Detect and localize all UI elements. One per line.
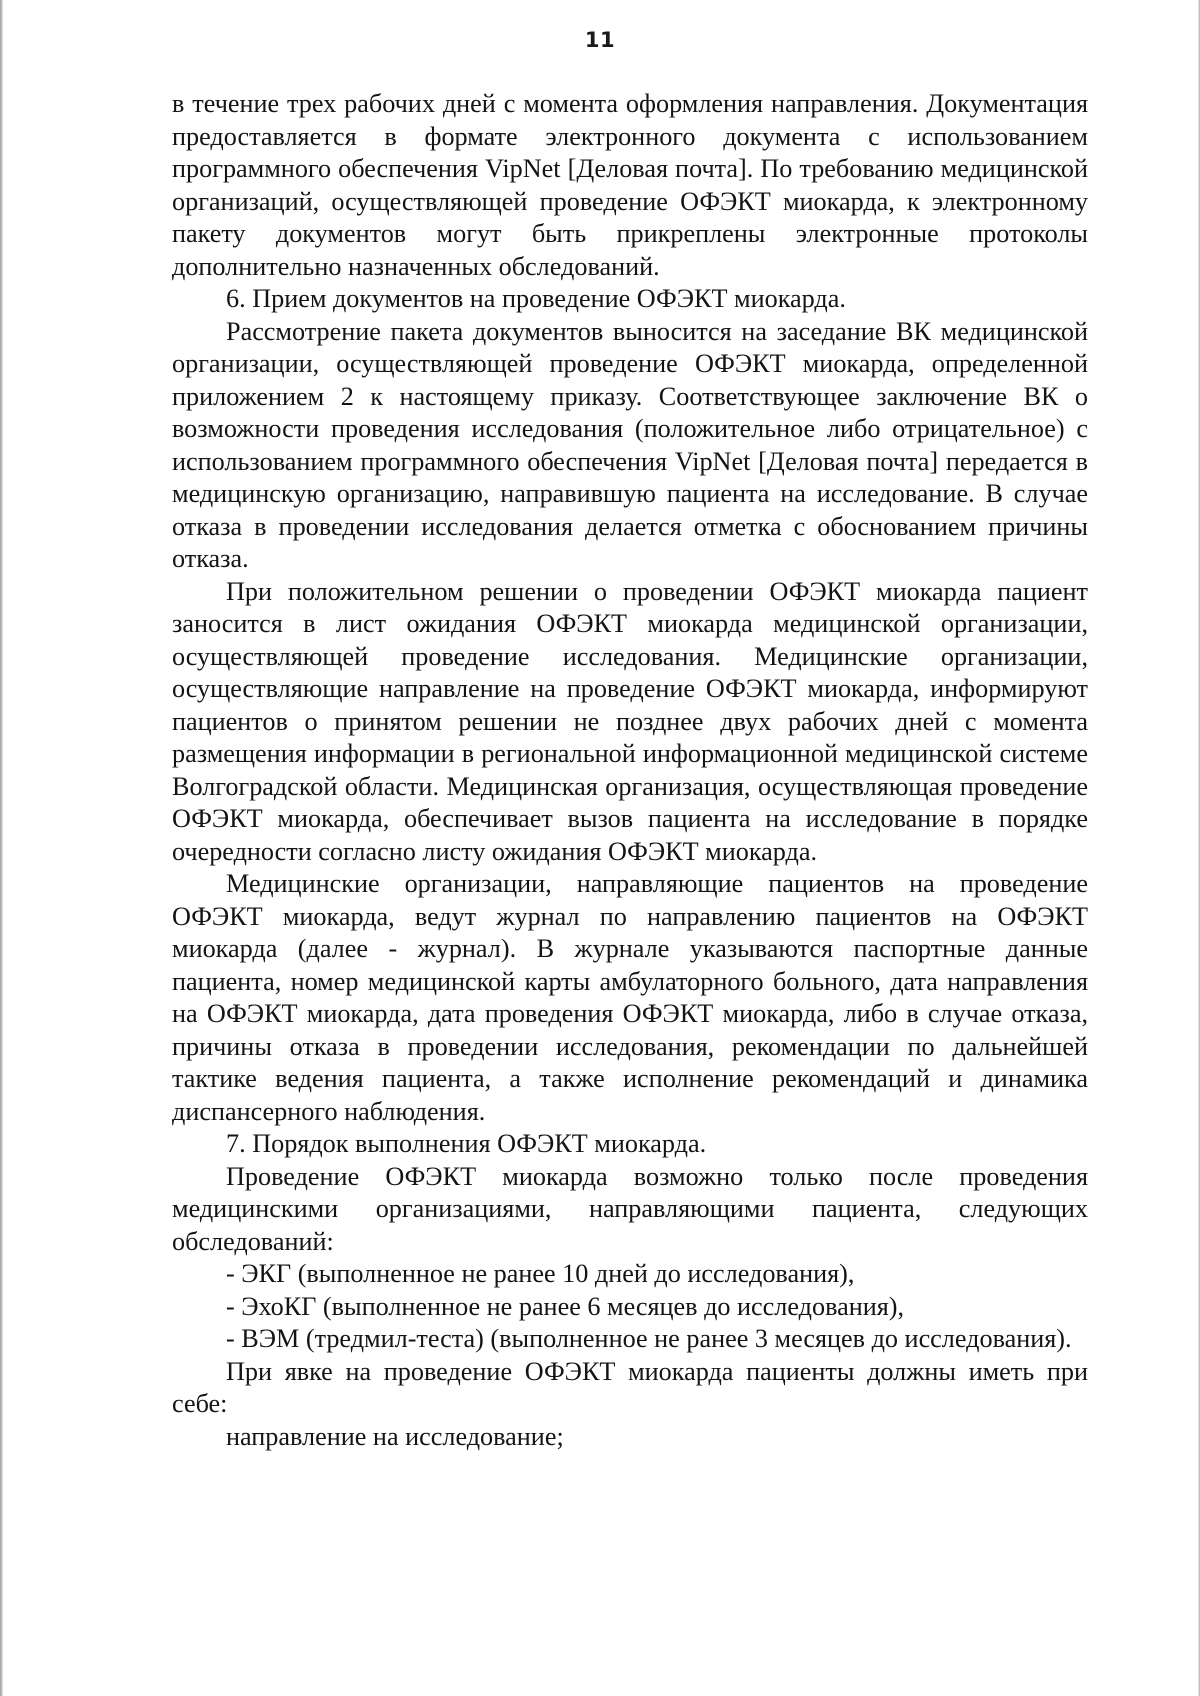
list-item-echocg: - ЭхоКГ (выполненное не ранее 6 месяцев до исследования), [226,1291,905,1321]
paragraph-journal: Медицинские организации, направляющие пациентов на проведение ОФЭКТ миокарда, ведут журнал по направлению пациентов на ОФЭКТ миокарда (далее - журнал). В журнале указываются паспортные данные пациента, номер медицинской карты амбулаторного больного, дата направления на ОФЭКТ миокарда, дата проведения ОФЭКТ миокарда, либо в случае отказа, причины отказа в проведении исследования, рекомендации по дальнейшей тактике ведения пациента, а также исполнение рекомендаций и динамика диспансерного наблюдения. [172,869,1088,1126]
scan-edge-left [0,0,3,1696]
list-item-ecg: - ЭКГ (выполненное не ранее 10 дней до исследования), [226,1259,855,1288]
document-body [172,88,1088,1453]
paragraph-continuation: в течение трех рабочих дней с момента оформления направления. Документация предоставляется в формате электронного документа с использованием программного обеспечения VipNet [Деловая почта]. По требованию медицинской организаций, осуществляющей проведение ОФЭКТ миокарда, к электронному пакету документов могут быть прикреплены электронные протоколы дополнительно назначенных обследований. [172,89,1088,281]
paragraph-positive-decision: При положительном решении о проведении ОФЭКТ миокарда пациент заносится в лист ожидания ОФЭКТ миокарда медицинской организации, осуществляющей проведение исследования. Медицинские организации, осуществляющие направление на проведение ОФЭКТ миокарда, информируют пациентов о принятом решении не позднее двух рабочих дней с момента размещения информации в региональной информационной медицинской системе Волгоградской области. Медицинская организация, осуществляющая проведение ОФЭКТ миокарда, обеспечивает вызов пациента на исследование в порядке очередности согласно листу ожидания ОФЭКТ миокарда. [172,576,1088,866]
paragraph-document-review: Рассмотрение пакета документов выносится на заседание ВК медицинской организации, осуществляющей проведение ОФЭКТ миокарда, определенной приложением 2 к настоящему приказу. Соответствующее заключение ВК о возможности проведения исследования (положительное либо отрицательное) с использованием программного обеспечения VipNet [Деловая почта] передается в медицинскую организацию, направившую пациента на исследование. В случае отказа в проведении исследования делается отметка с обоснованием причины отказа. [172,316,1088,573]
paragraph-prerequisites: Проведение ОФЭКТ миокарда возможно только после проведения медицинскими организациями, направляющими пациента, следующих обследований: [172,1161,1088,1256]
paragraph-patient-items: При явке на проведение ОФЭКТ миокарда пациенты должны иметь при себе: [172,1356,1088,1418]
list-item-vem: - ВЭМ (тредмил-теста) (выполненное не ранее 3 месяцев до исследования). [226,1324,1072,1353]
section-heading-7: 7. Порядок выполнения ОФЭКТ миокарда. [226,1129,707,1158]
section-heading-6: 6. Прием документов на проведение ОФЭКТ миокарда. [226,284,846,313]
list-item-referral: направление на исследование; [226,1421,564,1451]
page-number: 11 [584,28,616,52]
